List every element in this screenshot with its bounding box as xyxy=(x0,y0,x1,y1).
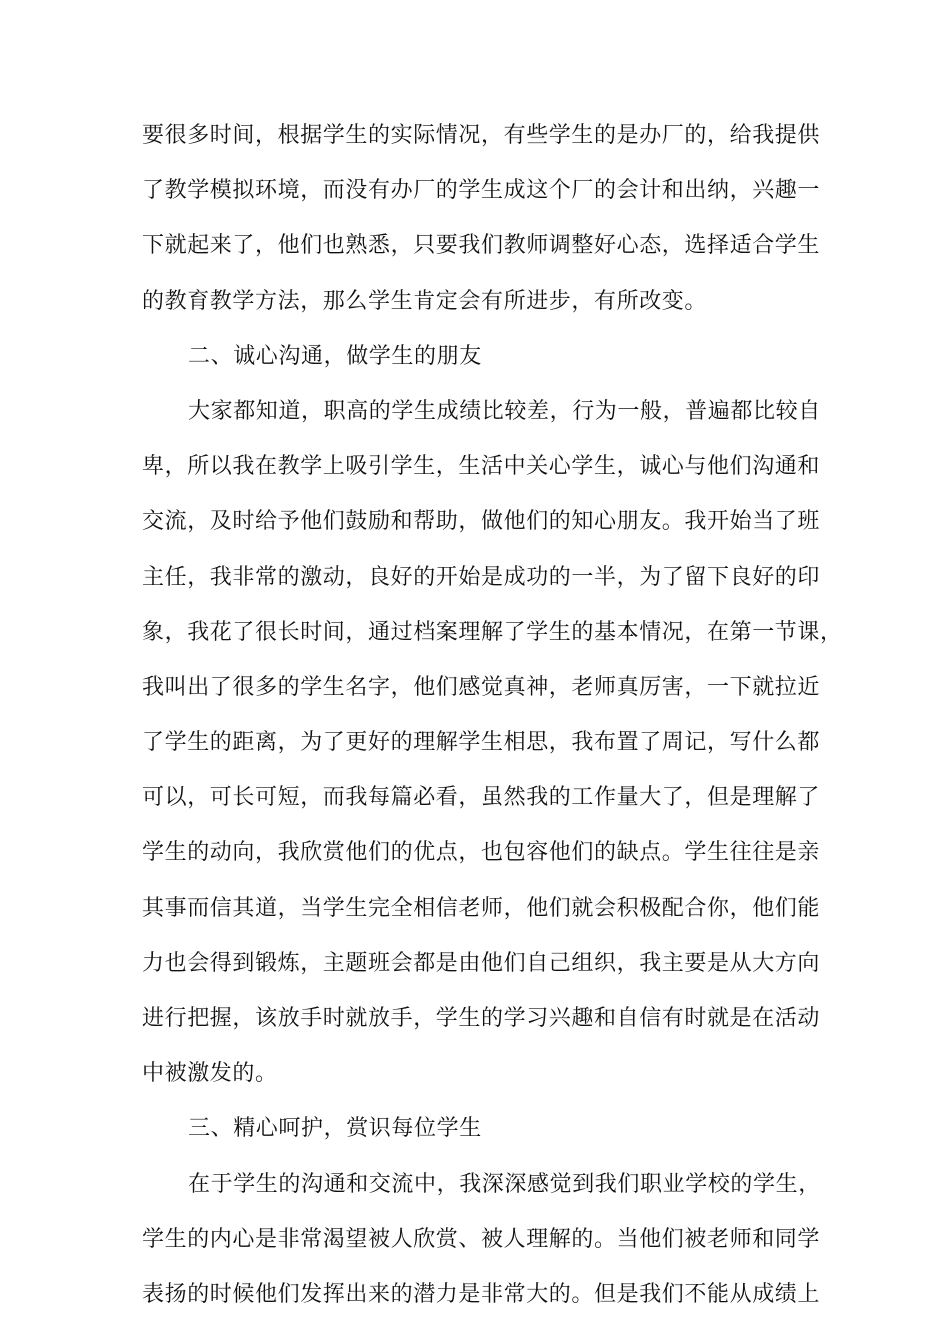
text-line: 大家都知道，职高的学生成绩比较差，行为一般，普遍都比较自 xyxy=(188,398,821,424)
text-line: 力也会得到锻炼，主题班会都是由他们自己组织，我主要是从大方向 xyxy=(142,950,821,976)
section-heading: 三、精心呵护，赏识每位学生 xyxy=(188,1116,482,1142)
text-line: 交流，及时给予他们鼓励和帮助，做他们的知心朋友。我开始当了班 xyxy=(142,509,821,535)
text-line: 中被激发的。 xyxy=(142,1061,278,1087)
text-line: 要很多时间，根据学生的实际情况，有些学生的是办厂的，给我提供 xyxy=(142,123,821,148)
text-line: 主任，我非常的激动，良好的开始是成功的一半，为了留下良好的印 xyxy=(142,564,821,590)
text-line: 我叫出了很多的学生名字，他们感觉真神，老师真厉害，一下就拉近 xyxy=(142,674,821,700)
text-line: 卑，所以我在教学上吸引学生，生活中关心学生，诚心与他们沟通和 xyxy=(142,454,821,480)
text-line: 了教学模拟环境，而没有办厂的学生成这个厂的会计和出纳，兴趣一 xyxy=(142,178,821,204)
text-line: 象，我花了很长时间，通过档案理解了学生的基本情况，在第一节课， xyxy=(142,619,843,645)
text-line: 的教育教学方法，那么学生肯定会有所进步，有所改变。 xyxy=(142,288,708,314)
text-line: 进行把握，该放手时就放手，学生的学习兴趣和自信有时就是在活动 xyxy=(142,1006,821,1031)
text-line: 在于学生的沟通和交流中，我深深感觉到我们职业学校的学生， xyxy=(188,1171,821,1197)
text-line: 了学生的距离，为了更好的理解学生相思，我布置了周记，写什么都 xyxy=(142,730,821,756)
text-line: 表扬的时候他们发挥出来的潜力是非常大的。但是我们不能从成绩上 xyxy=(142,1281,821,1307)
text-line: 可以，可长可短，而我每篇必看，虽然我的工作量大了，但是理解了 xyxy=(142,785,821,811)
document-body xyxy=(142,108,843,1322)
section-heading: 二、诚心沟通，做学生的朋友 xyxy=(188,343,482,369)
text-line: 下就起来了，他们也熟悉，只要我们教师调整好心态，选择适合学生 xyxy=(142,233,821,259)
text-line: 学生的动向，我欣赏他们的优点，也包容他们的缺点。学生往往是亲 xyxy=(142,840,821,866)
text-line: 学生的内心是非常渴望被人欣赏、被人理解的。当他们被老师和同学 xyxy=(142,1226,821,1252)
text-line: 其事而信其道，当学生完全相信老师，他们就会积极配合你，他们能 xyxy=(142,895,821,921)
